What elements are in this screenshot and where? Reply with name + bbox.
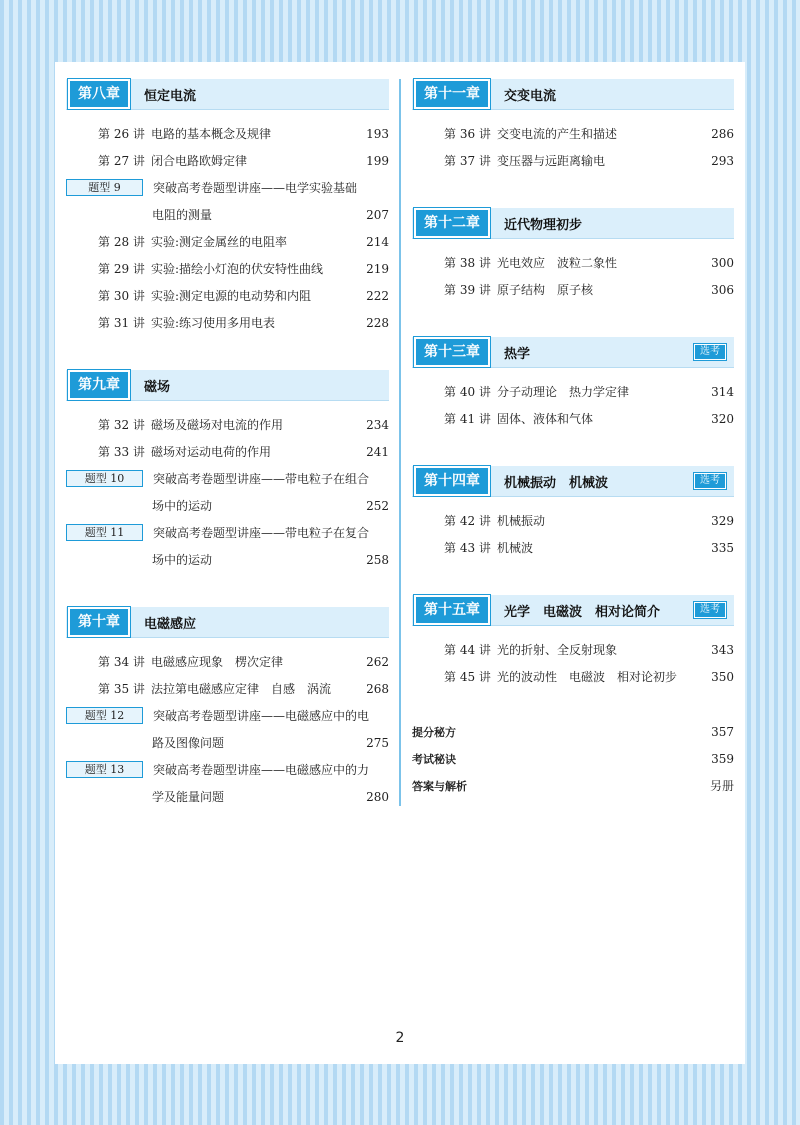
chapter-number: 第十三章 <box>414 337 490 367</box>
lecture-title: 固体、液体和气体 <box>497 412 594 426</box>
page-ref: 335 <box>711 540 734 555</box>
page-ref: 320 <box>711 411 734 426</box>
lecture-title: 机械振动 <box>497 514 546 528</box>
topic-continuation <box>66 201 389 228</box>
lecture-title: 变压器与远距离输电 <box>497 154 606 168</box>
topic-badge: 题型 9 <box>66 179 143 196</box>
toc-entry[interactable] <box>412 663 734 690</box>
extras-list <box>412 718 734 799</box>
lecture-title: 法拉第电磁感应定律 自感 涡流 <box>151 682 332 696</box>
lecture-number: 第 33 讲 <box>98 445 145 459</box>
lecture-number: 第 42 讲 <box>444 514 491 528</box>
lecture-title: 光的折射、全反射现象 <box>497 643 618 657</box>
page-ref: 214 <box>366 234 389 249</box>
lecture-title: 实验:测定电源的电动势和内阻 <box>151 289 312 303</box>
toc-page <box>55 62 745 1064</box>
topic-entry[interactable] <box>66 756 389 810</box>
right-chapters <box>412 79 734 690</box>
topic-line <box>66 756 389 783</box>
chapter-section <box>66 79 389 336</box>
topic-entry[interactable] <box>66 174 389 228</box>
lecture-number: 第 31 讲 <box>98 316 145 330</box>
lecture-title: 磁场及磁场对电流的作用 <box>151 418 284 432</box>
topic-badge: 题型 12 <box>66 707 143 724</box>
chapter-title: 电磁感应 <box>144 616 197 632</box>
extra-title: 考试秘诀 <box>412 752 456 766</box>
topic-badge: 题型 13 <box>66 761 143 778</box>
lecture-number: 第 40 讲 <box>444 385 491 399</box>
toc-entry[interactable] <box>412 147 734 174</box>
chapter-title: 近代物理初步 <box>504 217 583 233</box>
extra-entry[interactable] <box>412 718 734 745</box>
page-ref: 258 <box>366 552 389 567</box>
page-ref: 293 <box>711 153 734 168</box>
lecture-number: 第 34 讲 <box>98 655 145 669</box>
chapter-section <box>66 370 389 573</box>
chapter-section <box>412 208 734 303</box>
chapter-title: 机械振动 机械波 <box>504 475 609 491</box>
chapter-number: 第十二章 <box>414 208 490 238</box>
chapter-section <box>412 466 734 561</box>
topic-badge: 题型 11 <box>66 524 143 541</box>
page-ref: 241 <box>366 444 389 459</box>
page-ref: 252 <box>366 498 389 513</box>
chapter-title: 磁场 <box>144 379 171 395</box>
chapter-header <box>66 607 389 638</box>
page-ref: 343 <box>711 642 734 657</box>
topic-line <box>66 702 389 729</box>
page-number: 2 <box>395 1030 405 1046</box>
topic-continuation <box>66 546 389 573</box>
toc-entry[interactable] <box>412 405 734 432</box>
lecture-number: 第 29 讲 <box>98 262 145 276</box>
lecture-number: 第 39 讲 <box>444 283 491 297</box>
chapter-number: 第九章 <box>68 370 130 400</box>
extra-entry[interactable] <box>412 772 734 799</box>
lecture-title: 实验:练习使用多用电表 <box>151 316 276 330</box>
page-ref: 314 <box>711 384 734 399</box>
lecture-number: 第 41 讲 <box>444 412 491 426</box>
chapter-header <box>412 337 734 368</box>
topic-title-cont: 路及图像问题 <box>152 736 225 750</box>
lecture-title: 实验:描绘小灯泡的伏安特性曲线 <box>151 262 324 276</box>
toc-entry[interactable] <box>412 378 734 405</box>
page-ref: 193 <box>366 126 389 141</box>
topic-title: 突破高考卷题型讲座——带电粒子在复合 <box>153 526 370 540</box>
lecture-title: 实验:测定金属丝的电阻率 <box>151 235 288 249</box>
chapter-section <box>412 337 734 432</box>
topic-line <box>66 174 389 201</box>
lecture-number: 第 45 讲 <box>444 670 491 684</box>
topic-entry[interactable] <box>66 519 389 573</box>
page-ref: 306 <box>711 282 734 297</box>
toc-entry[interactable] <box>412 507 734 534</box>
lecture-number: 第 38 讲 <box>444 256 491 270</box>
toc-entry[interactable] <box>66 147 389 174</box>
lecture-title: 闭合电路欧姆定律 <box>151 154 248 168</box>
chapter-number: 第十四章 <box>414 466 490 496</box>
topic-continuation <box>66 729 389 756</box>
lecture-title: 交变电流的产生和描述 <box>497 127 618 141</box>
toc-entry[interactable] <box>412 534 734 561</box>
page-ref: 329 <box>711 513 734 528</box>
page-ref: 280 <box>366 789 389 804</box>
chapter-number: 第十一章 <box>414 79 490 109</box>
toc-entry[interactable] <box>66 411 389 438</box>
topic-title-cont: 场中的运动 <box>152 499 213 513</box>
page-ref: 另册 <box>709 779 734 793</box>
lecture-title: 电磁感应现象 楞次定律 <box>151 655 284 669</box>
topic-title: 突破高考卷题型讲座——电学实验基础 <box>153 181 358 195</box>
page-ref: 268 <box>366 681 389 696</box>
toc-entry[interactable] <box>412 249 734 276</box>
topic-entry[interactable] <box>66 465 389 519</box>
topic-title-cont: 电阻的测量 <box>152 208 213 222</box>
page-ref: 275 <box>366 735 389 750</box>
page-ref: 300 <box>711 255 734 270</box>
toc-entry[interactable] <box>66 648 389 675</box>
extra-entry[interactable] <box>412 745 734 772</box>
chapter-number: 第八章 <box>68 79 130 109</box>
topic-continuation <box>66 492 389 519</box>
page-ref: 199 <box>366 153 389 168</box>
lecture-number: 第 43 讲 <box>444 541 491 555</box>
page-ref: 219 <box>366 261 389 276</box>
page-ref: 262 <box>366 654 389 669</box>
column-divider <box>399 79 401 806</box>
topic-line <box>66 519 389 546</box>
elective-badge: 选考 <box>694 602 726 618</box>
lecture-number: 第 28 讲 <box>98 235 145 249</box>
chapter-title: 光学 电磁波 相对论简介 <box>504 604 661 620</box>
chapter-section <box>412 79 734 174</box>
page-ref: 207 <box>366 207 389 222</box>
lecture-title: 机械波 <box>497 541 534 555</box>
elective-badge: 选考 <box>694 473 726 489</box>
lecture-number: 第 26 讲 <box>98 127 145 141</box>
topic-title: 突破高考卷题型讲座——电磁感应中的电 <box>153 709 370 723</box>
lecture-title: 分子动理论 热力学定律 <box>497 385 630 399</box>
page-ref: 286 <box>711 126 734 141</box>
chapter-header <box>66 370 389 401</box>
lecture-number: 第 44 讲 <box>444 643 491 657</box>
lecture-number: 第 32 讲 <box>98 418 145 432</box>
lecture-number: 第 27 讲 <box>98 154 145 168</box>
topic-title: 突破高考卷题型讲座——带电粒子在组合 <box>153 472 370 486</box>
chapter-title: 交变电流 <box>504 88 557 104</box>
toc-entry[interactable] <box>412 636 734 663</box>
chapter-number: 第十章 <box>68 607 130 637</box>
lecture-number: 第 36 讲 <box>444 127 491 141</box>
toc-entry[interactable] <box>66 255 389 282</box>
toc-entry[interactable] <box>66 675 389 702</box>
page-ref: 350 <box>711 669 734 684</box>
chapter-header <box>412 595 734 626</box>
lecture-title: 原子结构 原子核 <box>497 283 594 297</box>
page-ref: 357 <box>711 724 734 739</box>
chapter-section <box>412 595 734 690</box>
page-ref: 222 <box>366 288 389 303</box>
lecture-number: 第 37 讲 <box>444 154 491 168</box>
topic-title: 突破高考卷题型讲座——电磁感应中的力 <box>153 763 370 777</box>
extra-title: 提分秘方 <box>412 725 456 739</box>
toc-entry[interactable] <box>66 282 389 309</box>
toc-right-column <box>412 79 734 799</box>
chapter-number: 第十五章 <box>414 595 490 625</box>
chapter-header <box>412 208 734 239</box>
lecture-title: 光电效应 波粒二象性 <box>497 256 618 270</box>
toc-entry[interactable] <box>66 438 389 465</box>
lecture-title: 磁场对运动电荷的作用 <box>151 445 272 459</box>
topic-title-cont: 场中的运动 <box>152 553 213 567</box>
topic-continuation <box>66 783 389 810</box>
chapter-header <box>66 79 389 110</box>
extra-title: 答案与解析 <box>412 779 467 793</box>
lecture-title: 电路的基本概念及规律 <box>151 127 272 141</box>
topic-line <box>66 465 389 492</box>
topic-entry[interactable] <box>66 702 389 756</box>
chapter-header <box>412 466 734 497</box>
toc-entry[interactable] <box>412 276 734 303</box>
toc-entry[interactable] <box>66 228 389 255</box>
page-ref: 234 <box>366 417 389 432</box>
page-ref: 359 <box>711 751 734 766</box>
toc-entry[interactable] <box>66 120 389 147</box>
lecture-number: 第 35 讲 <box>98 682 145 696</box>
lecture-number: 第 30 讲 <box>98 289 145 303</box>
topic-badge: 题型 10 <box>66 470 143 487</box>
chapter-title: 恒定电流 <box>144 88 197 104</box>
chapter-title: 热学 <box>504 346 531 362</box>
page-ref: 228 <box>366 315 389 330</box>
toc-entry[interactable] <box>412 120 734 147</box>
chapter-section <box>66 607 389 810</box>
chapter-header <box>412 79 734 110</box>
toc-entry[interactable] <box>66 309 389 336</box>
topic-title-cont: 学及能量问题 <box>152 790 225 804</box>
toc-left-column <box>66 79 389 844</box>
elective-badge: 选考 <box>694 344 726 360</box>
lecture-title: 光的波动性 电磁波 相对论初步 <box>497 670 678 684</box>
